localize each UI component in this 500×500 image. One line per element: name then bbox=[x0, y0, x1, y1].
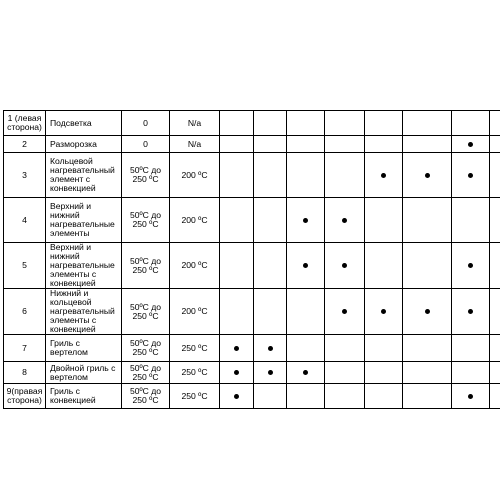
table-row bbox=[4, 136, 500, 153]
function-cell: Кольцевой нагревательный элемент с конвекцией bbox=[46, 153, 122, 198]
feature-cell bbox=[287, 289, 325, 335]
mode-cell: 3 bbox=[4, 153, 46, 198]
feature-cell bbox=[287, 243, 325, 289]
feature-cell bbox=[452, 111, 490, 136]
oven-modes-table bbox=[3, 110, 500, 409]
feature-cell bbox=[325, 243, 365, 289]
bullet-icon bbox=[342, 218, 347, 223]
bullet-icon bbox=[425, 309, 430, 314]
temperature-range-cell: 50ºC до 250 ºC bbox=[122, 289, 170, 335]
feature-cell bbox=[325, 384, 365, 409]
function-cell: Подсветка bbox=[46, 111, 122, 136]
feature-cell bbox=[254, 153, 287, 198]
feature-cell bbox=[403, 243, 452, 289]
bullet-icon bbox=[268, 370, 273, 375]
feature-cell bbox=[287, 111, 325, 136]
default-temperature-cell: N/a bbox=[170, 136, 220, 153]
feature-cell bbox=[325, 198, 365, 243]
default-temperature-cell: 250 ºC bbox=[170, 384, 220, 409]
mode-cell: 7 bbox=[4, 335, 46, 362]
feature-cell bbox=[220, 243, 254, 289]
default-temperature-cell: 250 ºC bbox=[170, 362, 220, 384]
bullet-icon bbox=[425, 173, 430, 178]
feature-cell bbox=[325, 153, 365, 198]
temperature-range-cell: 0 bbox=[122, 136, 170, 153]
feature-cell bbox=[287, 198, 325, 243]
feature-cell bbox=[490, 243, 500, 289]
table-row bbox=[4, 111, 500, 136]
feature-cell bbox=[220, 289, 254, 335]
bullet-icon bbox=[303, 370, 308, 375]
feature-cell bbox=[490, 384, 500, 409]
feature-cell bbox=[254, 111, 287, 136]
feature-cell bbox=[365, 384, 403, 409]
function-cell: Верхний и нижний нагревательные элементы bbox=[46, 198, 122, 243]
table-row bbox=[4, 198, 500, 243]
function-cell: Разморозка bbox=[46, 136, 122, 153]
bullet-icon bbox=[303, 263, 308, 268]
bullet-icon bbox=[342, 263, 347, 268]
mode-cell: 1 (левая сторона) bbox=[4, 111, 46, 136]
table-row bbox=[4, 243, 500, 289]
feature-cell bbox=[403, 198, 452, 243]
feature-cell bbox=[287, 384, 325, 409]
bullet-icon bbox=[303, 218, 308, 223]
default-temperature-cell: 200 ºC bbox=[170, 198, 220, 243]
mode-cell: 6 bbox=[4, 289, 46, 335]
feature-cell bbox=[287, 153, 325, 198]
temperature-range-cell: 50ºC до 250 ºC bbox=[122, 384, 170, 409]
feature-cell bbox=[254, 289, 287, 335]
feature-cell bbox=[325, 111, 365, 136]
mode-cell: 5 bbox=[4, 243, 46, 289]
default-temperature-cell: 250 ºC bbox=[170, 335, 220, 362]
feature-cell bbox=[325, 289, 365, 335]
temperature-range-cell: 50ºC до 250 ºC bbox=[122, 335, 170, 362]
feature-cell bbox=[365, 289, 403, 335]
feature-cell bbox=[365, 153, 403, 198]
temperature-range-cell: 50ºC до 250 ºC bbox=[122, 362, 170, 384]
table-row bbox=[4, 384, 500, 409]
feature-cell bbox=[220, 111, 254, 136]
feature-cell bbox=[220, 198, 254, 243]
feature-cell bbox=[452, 153, 490, 198]
feature-cell bbox=[403, 136, 452, 153]
temperature-range-cell: 50ºC до 250 ºC bbox=[122, 153, 170, 198]
feature-cell bbox=[452, 198, 490, 243]
feature-cell bbox=[254, 243, 287, 289]
bullet-icon bbox=[381, 173, 386, 178]
feature-cell bbox=[490, 335, 500, 362]
feature-cell bbox=[220, 153, 254, 198]
feature-cell bbox=[490, 362, 500, 384]
feature-cell bbox=[287, 136, 325, 153]
bullet-icon bbox=[468, 309, 473, 314]
feature-cell bbox=[287, 335, 325, 362]
feature-cell bbox=[403, 111, 452, 136]
feature-cell bbox=[365, 198, 403, 243]
temperature-range-cell: 50ºC до 250 ºC bbox=[122, 243, 170, 289]
bullet-icon bbox=[342, 309, 347, 314]
default-temperature-cell: 200 ºC bbox=[170, 243, 220, 289]
feature-cell bbox=[325, 362, 365, 384]
function-cell: Двойной гриль с вертелом bbox=[46, 362, 122, 384]
feature-cell bbox=[490, 136, 500, 153]
feature-cell bbox=[365, 111, 403, 136]
bullet-icon bbox=[234, 370, 239, 375]
bullet-icon bbox=[234, 394, 239, 399]
feature-cell bbox=[452, 335, 490, 362]
feature-cell bbox=[452, 384, 490, 409]
mode-cell: 9(правая сторона) bbox=[4, 384, 46, 409]
table-row bbox=[4, 335, 500, 362]
mode-cell: 4 bbox=[4, 198, 46, 243]
table-row bbox=[4, 362, 500, 384]
feature-cell bbox=[403, 289, 452, 335]
feature-cell bbox=[220, 362, 254, 384]
feature-cell bbox=[254, 198, 287, 243]
bullet-icon bbox=[468, 173, 473, 178]
feature-cell bbox=[452, 136, 490, 153]
feature-cell bbox=[220, 384, 254, 409]
feature-cell bbox=[254, 384, 287, 409]
function-cell: Нижний и кольцевой нагревательный элементы с конвекцией bbox=[46, 289, 122, 335]
feature-cell bbox=[403, 335, 452, 362]
feature-cell bbox=[403, 362, 452, 384]
feature-cell bbox=[254, 335, 287, 362]
temperature-range-cell: 0 bbox=[122, 111, 170, 136]
feature-cell bbox=[365, 136, 403, 153]
feature-cell bbox=[490, 153, 500, 198]
feature-cell bbox=[220, 136, 254, 153]
bullet-icon bbox=[234, 346, 239, 351]
feature-cell bbox=[452, 243, 490, 289]
bullet-icon bbox=[468, 263, 473, 268]
bullet-icon bbox=[468, 394, 473, 399]
function-cell: Верхний и нижний нагревательные элементы с конвекцией bbox=[46, 243, 122, 289]
temperature-range-cell: 50ºC до 250 ºC bbox=[122, 198, 170, 243]
feature-cell bbox=[490, 111, 500, 136]
feature-cell bbox=[452, 362, 490, 384]
feature-cell bbox=[254, 362, 287, 384]
mode-cell: 2 bbox=[4, 136, 46, 153]
mode-cell: 8 bbox=[4, 362, 46, 384]
feature-cell bbox=[403, 153, 452, 198]
bullet-icon bbox=[381, 309, 386, 314]
feature-cell bbox=[287, 362, 325, 384]
default-temperature-cell: N/a bbox=[170, 111, 220, 136]
default-temperature-cell: 200 ºC bbox=[170, 289, 220, 335]
feature-cell bbox=[365, 335, 403, 362]
feature-cell bbox=[403, 384, 452, 409]
bullet-icon bbox=[268, 346, 273, 351]
bullet-icon bbox=[468, 142, 473, 147]
feature-cell bbox=[490, 289, 500, 335]
function-cell: Гриль с вертелом bbox=[46, 335, 122, 362]
feature-cell bbox=[254, 136, 287, 153]
function-cell: Гриль с конвекцией bbox=[46, 384, 122, 409]
feature-cell bbox=[365, 362, 403, 384]
feature-cell bbox=[365, 243, 403, 289]
feature-cell bbox=[220, 335, 254, 362]
feature-cell bbox=[490, 198, 500, 243]
default-temperature-cell: 200 ºC bbox=[170, 153, 220, 198]
table-row bbox=[4, 153, 500, 198]
feature-cell bbox=[452, 289, 490, 335]
feature-cell bbox=[325, 335, 365, 362]
table-row bbox=[4, 289, 500, 335]
feature-cell bbox=[325, 136, 365, 153]
